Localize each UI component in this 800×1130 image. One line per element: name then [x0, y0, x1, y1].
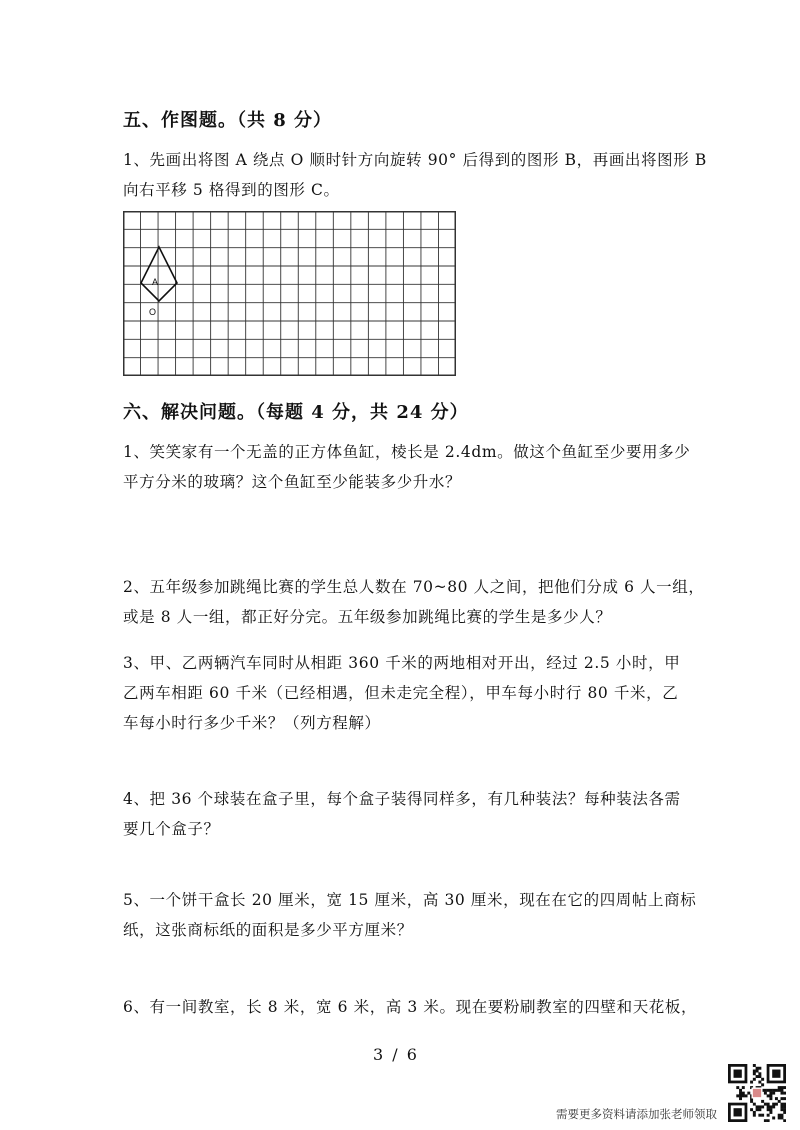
figure-a-kite [141, 247, 177, 301]
question-5-1-line-2: 向右平移 5 格得到的图形 C。 [123, 181, 340, 199]
question-5-1-line-1: 1、先画出将图 A 绕点 O 顺时针方向旋转 90° 后得到的图形 B，再画出将图形 B [123, 151, 707, 169]
question-6-6-line-1: 6、有一间教室，长 8 米，宽 6 米，高 3 米。现在要粉刷教室的四壁和天花板， [123, 998, 698, 1016]
question-6-1-line-1: 1、笑笑家有一个无盖的正方体鱼缸，棱长是 2.4dm。做这个鱼缸至少要用多少 [123, 443, 691, 461]
question-6-5-line-1: 5、一个饼干盒长 20 厘米，宽 15 厘米，高 30 厘米，现在在它的四周帖上商标 [123, 891, 697, 909]
qr-code-icon [728, 1064, 786, 1122]
footer-note: 需要更多资料请添加张老师领取 [556, 1107, 717, 1121]
question-6-5-line-2: 纸，这张商标纸的面积是多少平方厘米？ [123, 921, 413, 939]
section-5-title: 五、作图题。（共 8 分） [123, 110, 333, 131]
page-number: 3 / 6 [373, 1045, 419, 1064]
question-6-4-line-1: 4、把 36 个球装在盒子里，每个盒子装得同样多，有几种装法？每种装法各需 [123, 790, 681, 808]
grid-svg [123, 211, 456, 376]
question-6-2-line-2: 或是 8 人一组，都正好分完。五年级参加跳绳比赛的学生是多少人？ [123, 608, 612, 626]
label-a: A [152, 277, 159, 287]
question-6-2-line-1: 2、五年级参加跳绳比赛的学生总人数在 70~80 人之间，把他们分成 6 人一组， [123, 578, 705, 596]
question-6-1-line-2: 平方分米的玻璃？这个鱼缸至少能装多少升水？ [123, 473, 462, 491]
question-6-3-line-3: 车每小时行多少千米？（列方程解） [123, 714, 381, 732]
question-6-3-line-2: 乙两车相距 60 千米（已经相遇，但未走完全程），甲车每小时行 80 千米，乙 [123, 684, 679, 702]
grid-lines [123, 211, 456, 376]
drawing-grid [123, 211, 456, 376]
label-o: O [149, 307, 157, 317]
question-6-3-line-1: 3、甲、乙两辆汽车同时从相距 360 千米的两地相对开出，经过 2.5 小时，甲 [123, 654, 681, 672]
section-6-title: 六、解决问题。（每题 4 分，共 24 分） [123, 402, 469, 423]
question-6-4-line-2: 要几个盒子？ [123, 820, 220, 838]
